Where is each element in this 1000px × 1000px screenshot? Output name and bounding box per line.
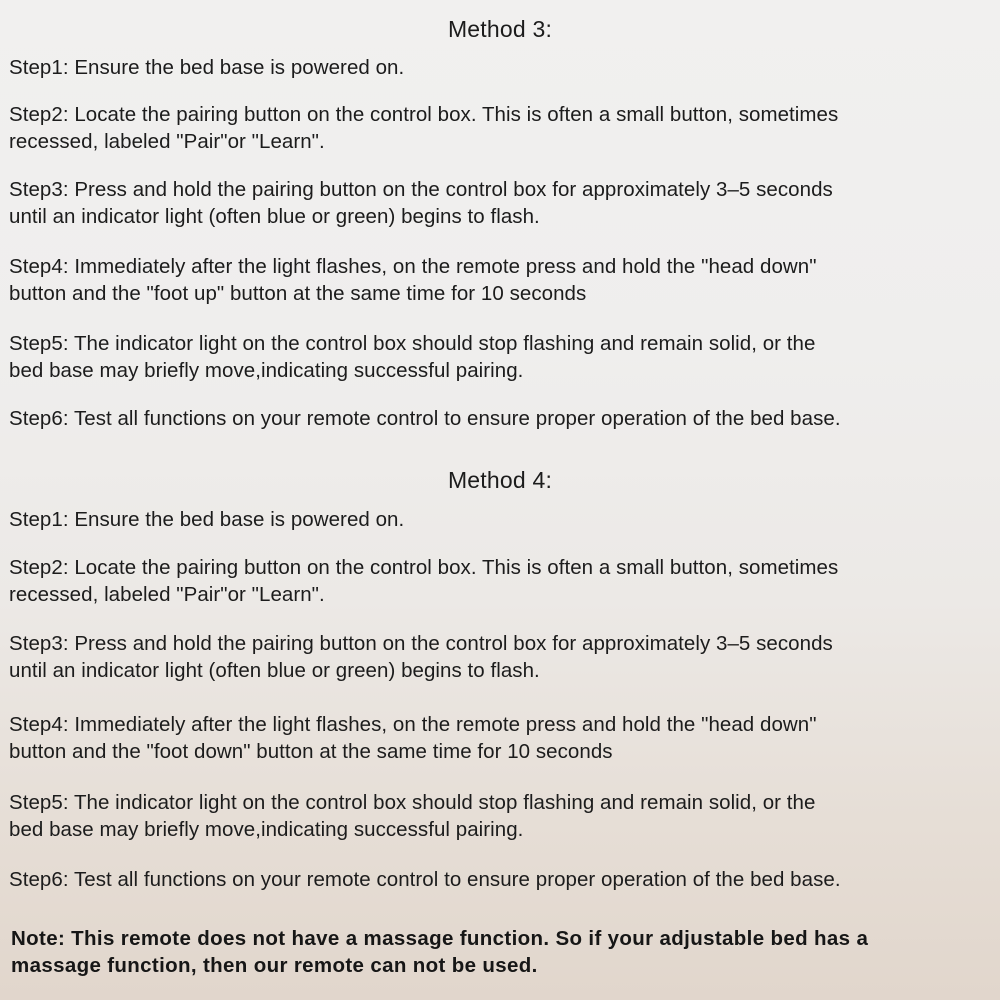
method-3-step-4: Step4: Immediately after the light flashes, on the remote press and hold the "head down" button and the "foot up" button at the same time for 10 seconds bbox=[9, 255, 817, 305]
method-3-step-6: Step6: Test all functions on your remote control to ensure proper operation of the bed base. bbox=[9, 407, 841, 430]
method-4-step-2: Step2: Locate the pairing button on the control box. This is often a small button, sometimes recessed, labeled "Pair"or "Learn". bbox=[9, 556, 839, 606]
method-4-step-4: Step4: Immediately after the light flashes, on the remote press and hold the "head down" button and the "foot down" button at the same time for 10 seconds bbox=[9, 713, 817, 763]
method-3-title: Method 3: bbox=[447, 16, 553, 42]
method-4-title: Method 4: bbox=[447, 467, 553, 493]
method-3-step-2: Step2: Locate the pairing button on the control box. This is often a small button, sometimes recessed, labeled "Pair"or "Learn". bbox=[9, 103, 839, 153]
method-4-step-1: Step1: Ensure the bed base is powered on. bbox=[9, 508, 405, 531]
method-3-step-3: Step3: Press and hold the pairing button on the control box for approximately 3–5 seconds until an indicator light (often blue or green) begins to flash. bbox=[9, 178, 833, 228]
method-4-step-5: Step5: The indicator light on the control box should stop flashing and remain solid, or the bed base may briefly move,indicating successful pairing. bbox=[9, 791, 816, 841]
method-4-step-3: Step3: Press and hold the pairing button on the control box for approximately 3–5 seconds until an indicator light (often blue or green) begins to flash. bbox=[9, 632, 833, 682]
method-3-step-5: Step5: The indicator light on the control box should stop flashing and remain solid, or the bed base may briefly move,indicating successful pairing. bbox=[9, 332, 816, 382]
method-3-step-1: Step1: Ensure the bed base is powered on. bbox=[9, 56, 405, 79]
method-4-step-6: Step6: Test all functions on your remote control to ensure proper operation of the bed base. bbox=[9, 868, 841, 891]
massage-function-note: Note: This remote does not have a massage function. So if your adjustable bed has a massage function, then our remote can not be used. bbox=[11, 927, 869, 977]
